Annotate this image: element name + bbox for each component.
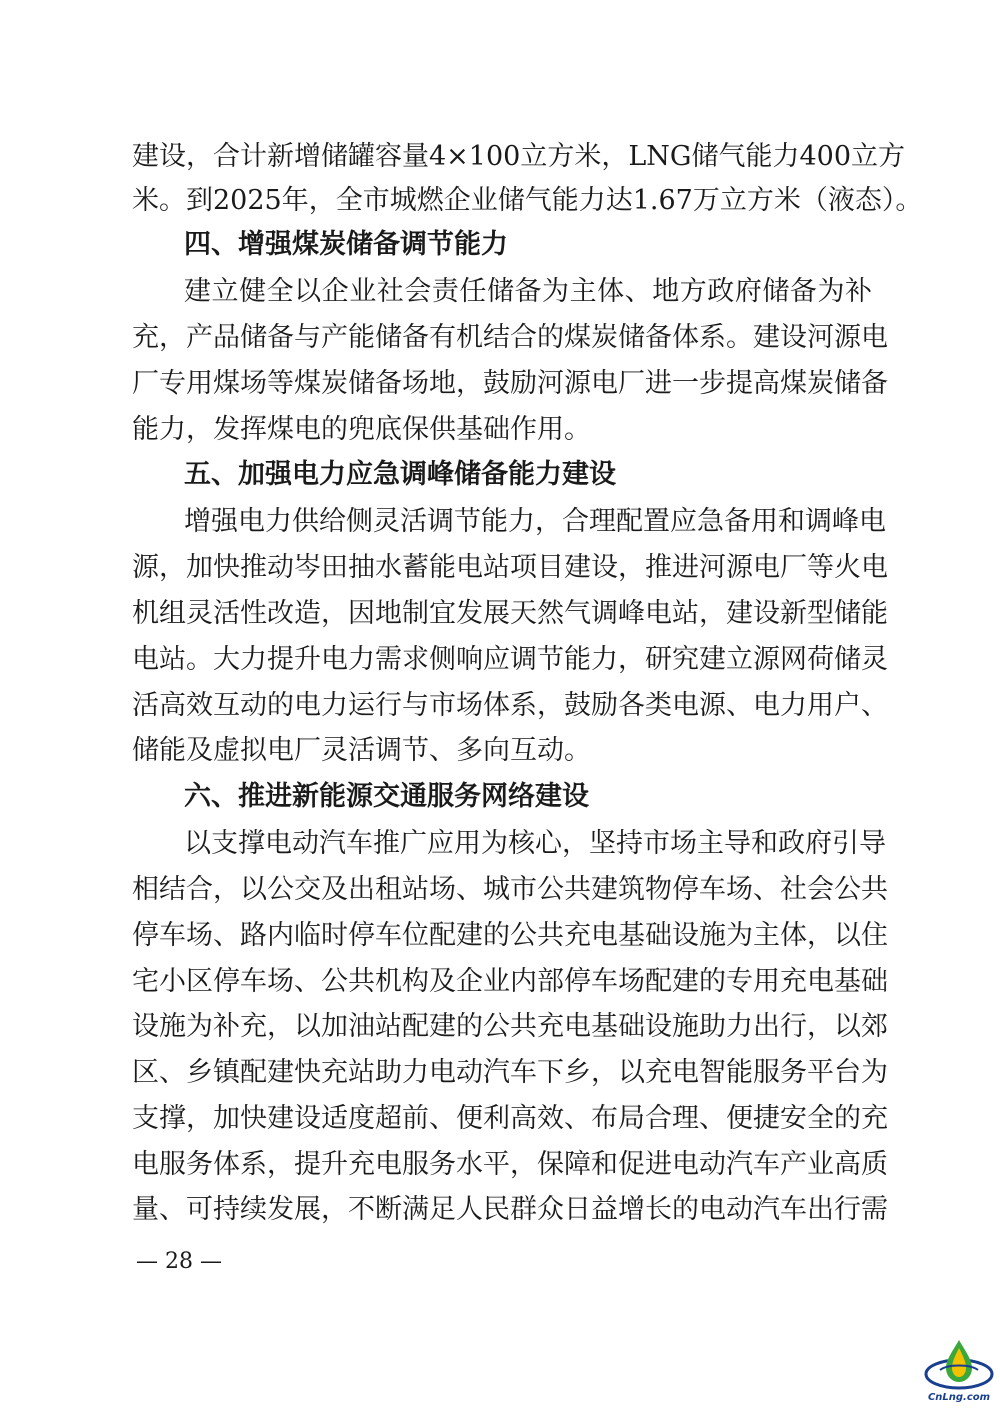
page-number: — 28 — xyxy=(136,1249,222,1274)
body-line: 相结合，以公交及出租站场、城市公共建筑物停车场、社会公共 xyxy=(132,874,888,905)
body-line: 机组灵活性改造，因地制宜发展天然气调峰电站，建设新型储能 xyxy=(132,598,888,629)
body-line: 电站。大力提升电力需求侧响应调节能力，研究建立源网荷储灵 xyxy=(132,644,888,675)
body-line: 储能及虚拟电厂灵活调节、多向互动。 xyxy=(132,735,591,766)
body-line: 活高效互动的电力运行与市场体系，鼓励各类电源、电力用户、 xyxy=(132,690,888,721)
body-line: 充，产品储备与产能储备有机结合的煤炭储备体系。建设河源电 xyxy=(132,322,888,353)
body-line: 电服务体系，提升充电服务水平，保障和促进电动汽车产业高质 xyxy=(132,1149,888,1180)
logo-text: CnLng.com xyxy=(927,1392,991,1403)
body-line: 增强电力供给侧灵活调节能力，合理配置应急备用和调峰电 xyxy=(184,506,886,537)
body-line: 宅小区停车场、公共机构及企业内部停车场配建的专用充电基础 xyxy=(132,966,888,997)
site-logo-icon xyxy=(922,1334,996,1408)
body-line: 停车场、路内临时停车位配建的公共充电基础设施为主体，以住 xyxy=(132,920,888,951)
body-line: 量、可持续发展，不断满足人民群众日益增长的电动汽车出行需 xyxy=(132,1194,888,1225)
body-line: 建设，合计新增储罐容量4×100立方米，LNG储气能力400立方 xyxy=(132,141,905,172)
body-line: 源，加快推动岑田抽水蓄能电站项目建设，推进河源电厂等火电 xyxy=(132,552,888,583)
body-line: 能力，发挥煤电的兜底保供基础作用。 xyxy=(132,414,591,445)
body-line: 建立健全以企业社会责任储备为主体、地方政府储备为补 xyxy=(184,276,872,307)
body-line: 支撑，加快建设适度超前、便利高效、布局合理、便捷安全的充 xyxy=(132,1103,888,1134)
logo-drop-icon xyxy=(922,1334,996,1394)
body-line: 厂专用煤场等煤炭储备场地，鼓励河源电厂进一步提高煤炭储备 xyxy=(132,368,888,399)
body-line: 米。到2025年，全市城燃企业储气能力达1.67万立方米（液态）。 xyxy=(132,185,923,216)
section-heading: 四、增强煤炭储备调节能力 xyxy=(184,229,508,260)
section-heading: 六、推进新能源交通服务网络建设 xyxy=(184,781,589,812)
body-line: 区、乡镇配建快充站助力电动汽车下乡，以充电智能服务平台为 xyxy=(132,1057,888,1088)
body-line: 设施为补充，以加油站配建的公共充电基础设施助力出行，以郊 xyxy=(132,1011,888,1042)
body-line: 以支撑电动汽车推广应用为核心，坚持市场主导和政府引导 xyxy=(184,828,886,859)
section-heading: 五、加强电力应急调峰储备能力建设 xyxy=(184,459,616,490)
